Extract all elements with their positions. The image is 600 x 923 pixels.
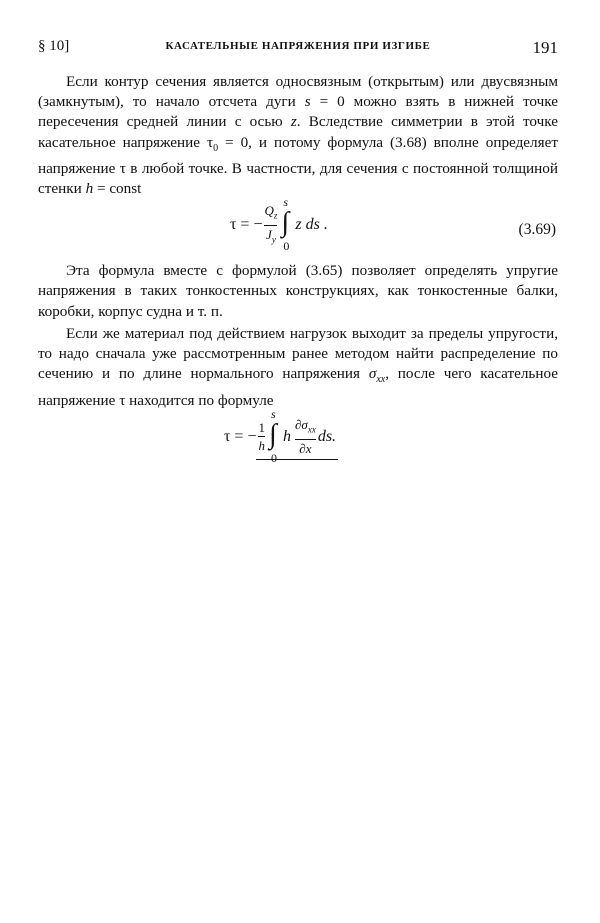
paragraph-3: Если же материал под действием нагрузок выходит за пределы упругости, то надо сначала уже рассмотренным ранее методом найти распределение по сечению и по длине нормального напряжения $\sigma_{xx}$, после чего касательное напряжение τ находится по формуле xyxy=(38,324,558,409)
fraction-derivative: $\frac{\partial\sigma_{xx}}{\partial x}$ xyxy=(294,417,316,456)
end-rule xyxy=(256,459,338,460)
integral-sign: s ∫ 0 xyxy=(268,406,277,465)
fraction-qz-jy: $\frac{Q_z}{J_y}$ xyxy=(264,203,278,245)
paragraph-2: Эта формула вместе с формулой (3.65) позволяет определять упругие напряжения в таких тонкостенных конструкциях, как тонкостенные балки, коробки, корпус судна и т. п. xyxy=(38,262,558,320)
page-number: 191 xyxy=(532,38,558,57)
page xyxy=(38,38,558,475)
fraction-1-h: $\frac{1}{h}$ xyxy=(258,420,265,454)
running-title: КАСАТЕЛЬНЫЕ НАПРЯЖЕНИЯ ПРИ ИЗГИБЕ xyxy=(165,40,431,52)
integral-sign: s ∫ 0 xyxy=(281,195,290,254)
paragraph-1: Если контур сечения является односвязным (открытым) или двусвязным (замкнутым), то начало отсчета дуги s = 0 можно взять в нижней точке пересечения средней линии с осью z. Вследствие симметрии в этой точке касательное напряжение $\tau_0 = 0$, и потому формула (3.68) вполне определяет напряжение τ в любой точке. В частности, для сечения с постоянной толщиной стенки h = const xyxy=(38,73,558,198)
section-ref: § 10] xyxy=(38,38,70,54)
equation-tau: τ = − $\frac{1}{h}$ s ∫ 0 h $\frac{\partial\sigma_{xx}}{\partial x}$ ds. xyxy=(224,406,337,465)
equation-number: (3.69) xyxy=(518,221,556,239)
running-header xyxy=(38,38,558,62)
equation-3-69: τ = − $\frac{Q_z}{J_y}$ s ∫ 0 z ds . (3.69) xyxy=(230,195,556,254)
